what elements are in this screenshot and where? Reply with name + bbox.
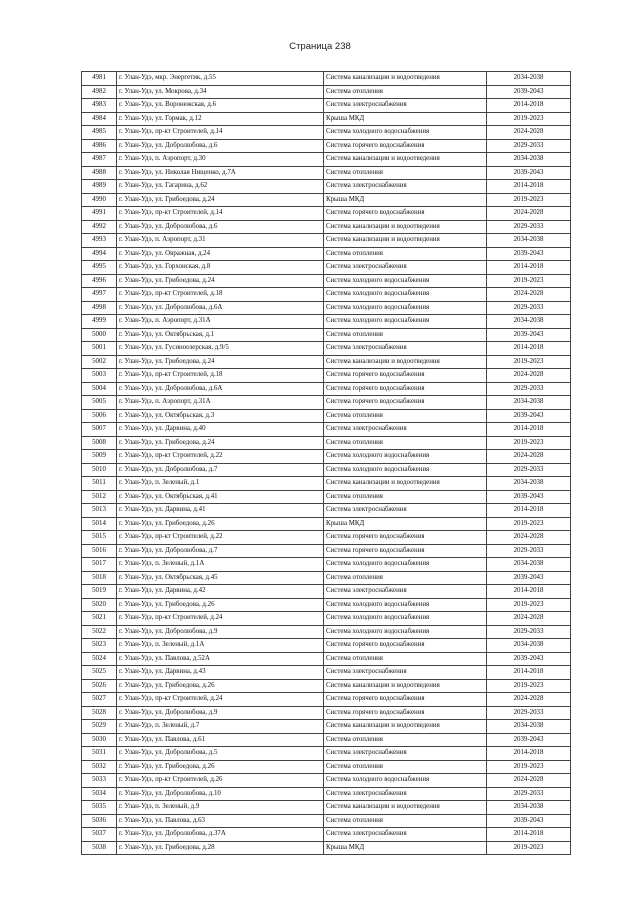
row-number-cell: 4995 [82,261,117,275]
period-cell: 2039-2043 [487,652,571,666]
system-cell: Система отопления [324,85,487,99]
period-cell: 2029-2033 [487,301,571,315]
period-cell: 2039-2043 [487,247,571,261]
row-number-cell: 4983 [82,99,117,113]
address-cell: г. Улан-Удэ, ул. Дарвина, д.43 [117,666,324,680]
period-cell: 2034-2038 [487,639,571,653]
period-cell: 2024-2028 [487,531,571,545]
table-row [82,409,571,423]
address-cell: г. Улан-Удэ, ул. Октябрьская, д.3 [117,409,324,423]
system-cell: Крыша МКД [324,517,487,531]
period-cell: 2039-2043 [487,814,571,828]
period-cell: 2014-2018 [487,99,571,113]
table-row [82,99,571,113]
row-number-cell: 5029 [82,720,117,734]
period-cell: 2029-2033 [487,625,571,639]
system-cell: Система отопления [324,571,487,585]
table-row [82,774,571,788]
period-cell: 2014-2018 [487,585,571,599]
table-row [82,355,571,369]
address-cell: г. Улан-Удэ, пр-кт Строителей, д.18 [117,288,324,302]
period-cell: 2024-2028 [487,693,571,707]
system-cell: Система горячего водоснабжения [324,544,487,558]
table-row [82,72,571,86]
period-cell: 2039-2043 [487,85,571,99]
system-cell: Система электроснабжения [324,504,487,518]
row-number-cell: 4988 [82,166,117,180]
system-cell: Система отопления [324,409,487,423]
address-cell: г. Улан-Удэ, ул. Добролюбова, д.9 [117,706,324,720]
table-row [82,234,571,248]
row-number-cell: 5033 [82,774,117,788]
system-cell: Система канализации и водоотведения [324,801,487,815]
system-cell: Система холодного водоснабжения [324,598,487,612]
period-cell: 2019-2023 [487,679,571,693]
system-cell: Система канализации и водоотведения [324,72,487,86]
address-cell: г. Улан-Удэ, ул. Грибоедова, д.26 [117,598,324,612]
row-number-cell: 5026 [82,679,117,693]
address-cell: г. Улан-Удэ, пр-кт Строителей, д.24 [117,612,324,626]
period-cell: 2024-2028 [487,126,571,140]
table-row [82,112,571,126]
row-number-cell: 4984 [82,112,117,126]
period-cell: 2019-2023 [487,841,571,855]
row-number-cell: 5038 [82,841,117,855]
period-cell: 2029-2033 [487,382,571,396]
period-cell: 2034-2038 [487,72,571,86]
address-cell: г. Улан-Удэ, ул. Дарвина, д.40 [117,423,324,437]
page-number-header: Страница 238 [289,41,351,52]
address-cell: г. Улан-Удэ, ул. Павлова, д.61 [117,733,324,747]
system-cell: Система горячего водоснабжения [324,531,487,545]
period-cell: 2039-2043 [487,409,571,423]
row-number-cell: 5037 [82,828,117,842]
period-cell: 2024-2028 [487,612,571,626]
system-cell: Система холодного водоснабжения [324,774,487,788]
address-cell: г. Улан-Удэ, пр-кт Строителей, д.22 [117,450,324,464]
system-cell: Крыша МКД [324,112,487,126]
system-cell: Крыша МКД [324,193,487,207]
address-cell: г. Улан-Удэ, ул. Дарвина, д.41 [117,504,324,518]
row-number-cell: 5001 [82,342,117,356]
system-cell: Система электроснабжения [324,828,487,842]
table-row [82,436,571,450]
period-cell: 2039-2043 [487,328,571,342]
period-cell: 2034-2038 [487,315,571,329]
address-cell: г. Улан-Удэ, п. Аэропорт, д.30 [117,153,324,167]
table-row [82,814,571,828]
period-cell: 2019-2023 [487,760,571,774]
table-row [82,598,571,612]
row-number-cell: 4996 [82,274,117,288]
system-cell: Система отопления [324,490,487,504]
row-number-cell: 5003 [82,369,117,383]
table-row [82,450,571,464]
row-number-cell: 4997 [82,288,117,302]
table-row [82,585,571,599]
table-row [82,274,571,288]
system-cell: Система отопления [324,733,487,747]
row-number-cell: 5004 [82,382,117,396]
address-cell: г. Улан-Удэ, ул. Добролюбова, д.6 [117,139,324,153]
period-cell: 2024-2028 [487,450,571,464]
row-number-cell: 5030 [82,733,117,747]
row-number-cell: 5023 [82,639,117,653]
repair-schedule-table [81,71,571,855]
period-cell: 2029-2033 [487,787,571,801]
period-cell: 2024-2028 [487,207,571,221]
table-row [82,328,571,342]
table-row [82,679,571,693]
row-number-cell: 5018 [82,571,117,585]
system-cell: Система канализации и водоотведения [324,355,487,369]
row-number-cell: 5019 [82,585,117,599]
address-cell: г. Улан-Удэ, ул. Грибоедова, д.24 [117,193,324,207]
system-cell: Система электроснабжения [324,342,487,356]
table-row [82,477,571,491]
period-cell: 2029-2033 [487,463,571,477]
period-cell: 2024-2028 [487,369,571,383]
row-number-cell: 5012 [82,490,117,504]
address-cell: г. Улан-Удэ, ул. Добролюбова, д.5 [117,747,324,761]
table-row [82,841,571,855]
system-cell: Система холодного водоснабжения [324,558,487,572]
system-cell: Система отопления [324,166,487,180]
system-cell: Система отопления [324,436,487,450]
table-row [82,531,571,545]
row-number-cell: 5022 [82,625,117,639]
address-cell: г. Улан-Удэ, ул. Грибоедова, д.28 [117,841,324,855]
table-row [82,558,571,572]
row-number-cell: 4982 [82,85,117,99]
row-number-cell: 4981 [82,72,117,86]
system-cell: Система холодного водоснабжения [324,274,487,288]
row-number-cell: 4999 [82,315,117,329]
row-number-cell: 4987 [82,153,117,167]
system-cell: Система канализации и водоотведения [324,234,487,248]
period-cell: 2019-2023 [487,274,571,288]
row-number-cell: 5021 [82,612,117,626]
address-cell: г. Улан-Удэ, пр-кт Строителей, д.22 [117,531,324,545]
row-number-cell: 5020 [82,598,117,612]
row-number-cell: 4986 [82,139,117,153]
address-cell: г. Улан-Удэ, ул. Мокрова, д.34 [117,85,324,99]
row-number-cell: 5014 [82,517,117,531]
row-number-cell: 5024 [82,652,117,666]
table-row [82,463,571,477]
table-row [82,288,571,302]
system-cell: Система отопления [324,760,487,774]
period-cell: 2019-2023 [487,355,571,369]
period-cell: 2029-2033 [487,139,571,153]
table-row [82,639,571,653]
address-cell: г. Улан-Удэ, ул. Грибоедова, д.26 [117,760,324,774]
table-row [82,720,571,734]
system-cell: Система горячего водоснабжения [324,382,487,396]
period-cell: 2014-2018 [487,828,571,842]
table-row [82,760,571,774]
table-row [82,801,571,815]
row-number-cell: 5006 [82,409,117,423]
address-cell: г. Улан-Удэ, п. Зеленый, д.7 [117,720,324,734]
table-row [82,85,571,99]
system-cell: Система электроснабжения [324,747,487,761]
address-cell: г. Улан-Удэ, ул. Гагарина, д.62 [117,180,324,194]
table-row [82,612,571,626]
address-cell: г. Улан-Удэ, ул. Добролюбова, д.7 [117,544,324,558]
system-cell: Система холодного водоснабжения [324,463,487,477]
row-number-cell: 5031 [82,747,117,761]
row-number-cell: 5013 [82,504,117,518]
address-cell: г. Улан-Удэ, п. Аэропорт, д.31А [117,315,324,329]
period-cell: 2014-2018 [487,261,571,275]
table-row [82,315,571,329]
system-cell: Система электроснабжения [324,787,487,801]
system-cell: Система холодного водоснабжения [324,315,487,329]
system-cell: Система холодного водоснабжения [324,301,487,315]
table-row [82,247,571,261]
address-cell: г. Улан-Удэ, ул. Николая Нищенко, д.7А [117,166,324,180]
system-cell: Система горячего водоснабжения [324,639,487,653]
row-number-cell: 4985 [82,126,117,140]
address-cell: г. Улан-Удэ, ул. Павлова, д.52А [117,652,324,666]
table-row [82,193,571,207]
address-cell: г. Улан-Удэ, ул. Грибоедова, д.26 [117,517,324,531]
row-number-cell: 5036 [82,814,117,828]
row-number-cell: 5032 [82,760,117,774]
period-cell: 2039-2043 [487,733,571,747]
address-cell: г. Улан-Удэ, ул. Гусиноозерская, д.9/5 [117,342,324,356]
table-row [82,126,571,140]
row-number-cell: 4998 [82,301,117,315]
row-number-cell: 5005 [82,396,117,410]
table-row [82,166,571,180]
row-number-cell: 4994 [82,247,117,261]
row-number-cell: 4990 [82,193,117,207]
address-cell: г. Улан-Удэ, пр-кт Строителей, д.18 [117,369,324,383]
system-cell: Система отопления [324,814,487,828]
address-cell: г. Улан-Удэ, ул. Добролюбова, д.37А [117,828,324,842]
table-body [82,72,571,855]
table-row [82,139,571,153]
address-cell: г. Улан-Удэ, ул. Добролюбова, д.6 [117,220,324,234]
table-row [82,261,571,275]
address-cell: г. Улан-Удэ, ул. Октябрьская, д.1 [117,328,324,342]
table-row [82,787,571,801]
period-cell: 2019-2023 [487,517,571,531]
address-cell: г. Улан-Удэ, ул. Горхонская, д.8 [117,261,324,275]
address-cell: г. Улан-Удэ, пр-кт Строителей, д.14 [117,207,324,221]
row-number-cell: 5010 [82,463,117,477]
address-cell: г. Улан-Удэ, п. Зеленый, д.9 [117,801,324,815]
row-number-cell: 5016 [82,544,117,558]
system-cell: Система холодного водоснабжения [324,625,487,639]
period-cell: 2029-2033 [487,706,571,720]
system-cell: Система холодного водоснабжения [324,288,487,302]
address-cell: г. Улан-Удэ, п. Зеленый, д.1 [117,477,324,491]
period-cell: 2024-2028 [487,288,571,302]
address-cell: г. Улан-Удэ, ул. Добролюбова, д.6А [117,382,324,396]
row-number-cell: 5009 [82,450,117,464]
address-cell: г. Улан-Удэ, ул. Грибоедова, д.26 [117,679,324,693]
system-cell: Система отопления [324,328,487,342]
system-cell: Система электроснабжения [324,423,487,437]
row-number-cell: 4993 [82,234,117,248]
table-row [82,423,571,437]
address-cell: г. Улан-Удэ, ул. Добролюбова, д.6А [117,301,324,315]
row-number-cell: 5034 [82,787,117,801]
table-row [82,382,571,396]
address-cell: г. Улан-Удэ, п. Аэропорт, д.31А [117,396,324,410]
table-row [82,733,571,747]
row-number-cell: 5011 [82,477,117,491]
period-cell: 2019-2023 [487,436,571,450]
address-cell: г. Улан-Удэ, ул. Октябрьская, д.41 [117,490,324,504]
period-cell: 2014-2018 [487,423,571,437]
system-cell: Система холодного водоснабжения [324,612,487,626]
address-cell: г. Улан-Удэ, ул. Добролюбова, д.10 [117,787,324,801]
table-row [82,153,571,167]
address-cell: г. Улан-Удэ, ул. Воронежская, д.6 [117,99,324,113]
address-cell: г. Улан-Удэ, пр-кт Строителей, д.26 [117,774,324,788]
period-cell: 2039-2043 [487,490,571,504]
table-row [82,490,571,504]
row-number-cell: 5007 [82,423,117,437]
system-cell: Крыша МКД [324,841,487,855]
system-cell: Система электроснабжения [324,99,487,113]
system-cell: Система отопления [324,652,487,666]
period-cell: 2014-2018 [487,180,571,194]
system-cell: Система горячего водоснабжения [324,396,487,410]
address-cell: г. Улан-Удэ, ул. Павлова, д.63 [117,814,324,828]
period-cell: 2034-2038 [487,234,571,248]
row-number-cell: 4991 [82,207,117,221]
table-row [82,220,571,234]
period-cell: 2029-2033 [487,220,571,234]
period-cell: 2024-2028 [487,774,571,788]
system-cell: Система канализации и водоотведения [324,220,487,234]
address-cell: г. Улан-Удэ, ул. Добролюбова, д.9 [117,625,324,639]
table-row [82,369,571,383]
period-cell: 2034-2038 [487,153,571,167]
row-number-cell: 5015 [82,531,117,545]
row-number-cell: 5035 [82,801,117,815]
table-row [82,625,571,639]
address-cell: г. Улан-Удэ, ул. Дарвина, д.42 [117,585,324,599]
table-row [82,747,571,761]
row-number-cell: 5027 [82,693,117,707]
address-cell: г. Улан-Удэ, ул. Добролюбова, д.7 [117,463,324,477]
row-number-cell: 5025 [82,666,117,680]
period-cell: 2039-2043 [487,166,571,180]
table-row [82,342,571,356]
address-cell: г. Улан-Удэ, ул. Овражная, д.24 [117,247,324,261]
period-cell: 2034-2038 [487,396,571,410]
row-number-cell: 5002 [82,355,117,369]
address-cell: г. Улан-Удэ, ул. Грибоедова, д.24 [117,355,324,369]
system-cell: Система горячего водоснабжения [324,369,487,383]
address-cell: г. Улан-Удэ, п. Зеленый, д.1А [117,639,324,653]
table-row [82,571,571,585]
address-cell: г. Улан-Удэ, п. Зеленый, д.1А [117,558,324,572]
system-cell: Система холодного водоснабжения [324,126,487,140]
row-number-cell: 5008 [82,436,117,450]
system-cell: Система электроснабжения [324,585,487,599]
period-cell: 2019-2023 [487,112,571,126]
system-cell: Система канализации и водоотведения [324,477,487,491]
row-number-cell: 4989 [82,180,117,194]
table-row [82,652,571,666]
period-cell: 2014-2018 [487,747,571,761]
system-cell: Система холодного водоснабжения [324,450,487,464]
period-cell: 2014-2018 [487,504,571,518]
address-cell: г. Улан-Удэ, ул. Октябрьская, д.45 [117,571,324,585]
period-cell: 2014-2018 [487,666,571,680]
table-row [82,504,571,518]
system-cell: Система электроснабжения [324,666,487,680]
table-row [82,301,571,315]
table-row [82,207,571,221]
address-cell: г. Улан-Удэ, п. Аэропорт, д.31 [117,234,324,248]
system-cell: Система канализации и водоотведения [324,153,487,167]
system-cell: Система горячего водоснабжения [324,706,487,720]
address-cell: г. Улан-Удэ, мкр. Энергетик, д.55 [117,72,324,86]
period-cell: 2019-2023 [487,193,571,207]
table-row [82,693,571,707]
table-row [82,517,571,531]
table-row [82,180,571,194]
system-cell: Система канализации и водоотведения [324,720,487,734]
period-cell: 2034-2038 [487,720,571,734]
period-cell: 2034-2038 [487,558,571,572]
system-cell: Система горячего водоснабжения [324,207,487,221]
period-cell: 2034-2038 [487,801,571,815]
system-cell: Система электроснабжения [324,261,487,275]
period-cell: 2019-2023 [487,598,571,612]
system-cell: Система горячего водоснабжения [324,693,487,707]
table-row [82,666,571,680]
address-cell: г. Улан-Удэ, ул. Грибоедова, д.24 [117,274,324,288]
period-cell: 2034-2038 [487,477,571,491]
table-row [82,706,571,720]
address-cell: г. Улан-Удэ, ул. Грибоедова, д.24 [117,436,324,450]
table-row [82,396,571,410]
table-row [82,544,571,558]
row-number-cell: 5028 [82,706,117,720]
address-cell: г. Улан-Удэ, ул. Гормак, д.12 [117,112,324,126]
address-cell: г. Улан-Удэ, пр-кт Строителей, д.24 [117,693,324,707]
table-row [82,828,571,842]
row-number-cell: 5000 [82,328,117,342]
system-cell: Система канализации и водоотведения [324,679,487,693]
row-number-cell: 4992 [82,220,117,234]
period-cell: 2029-2033 [487,544,571,558]
system-cell: Система электроснабжения [324,180,487,194]
period-cell: 2039-2043 [487,571,571,585]
system-cell: Система горячего водоснабжения [324,139,487,153]
address-cell: г. Улан-Удэ, пр-кт Строителей, д.14 [117,126,324,140]
system-cell: Система отопления [324,247,487,261]
period-cell: 2014-2018 [487,342,571,356]
row-number-cell: 5017 [82,558,117,572]
